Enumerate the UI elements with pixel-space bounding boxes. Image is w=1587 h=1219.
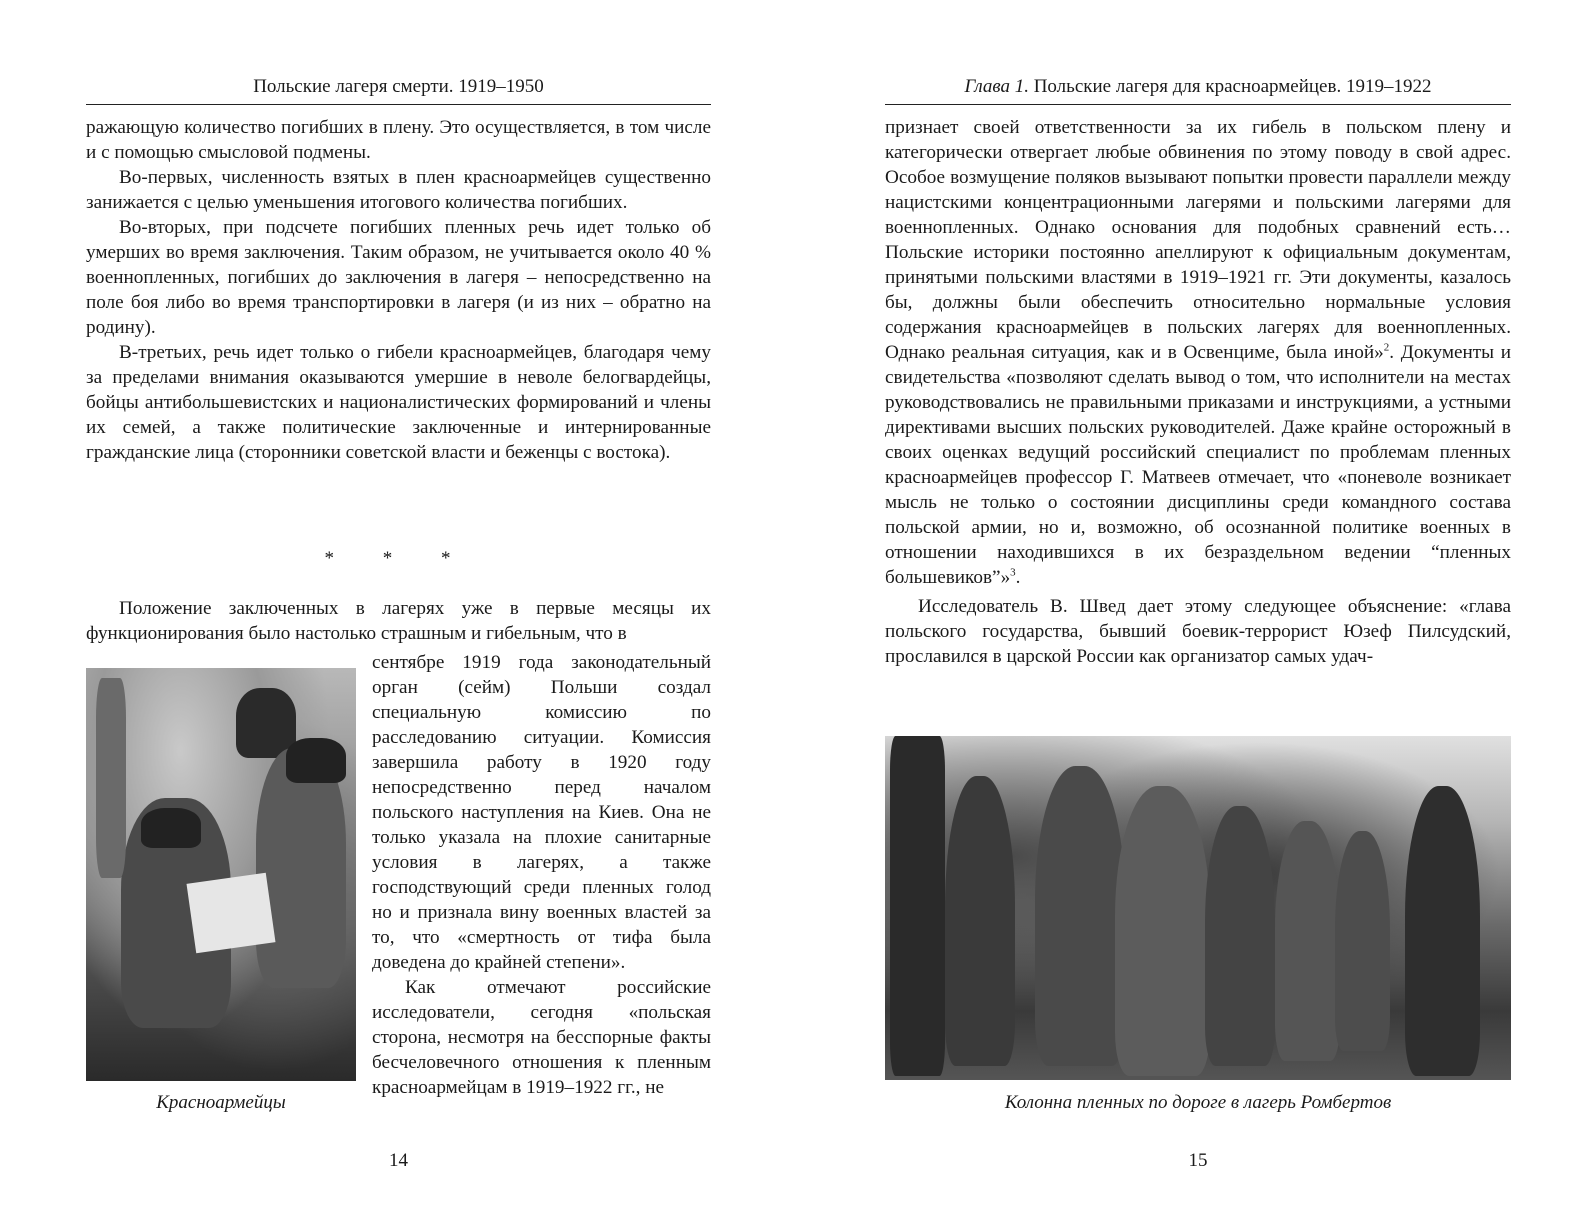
paragraph: ражающую количество погибших в плену. Это осуществляется, в том числе и с помощью смысловой подмены. (86, 117, 711, 163)
paragraph: В-третьих, речь идет только о гибели красноармейцев, благодаря чему за пределами внимания оказываются умершие в неволе белогвардейцы, бойцы антибольшевистских и националистических формирований и члены их семей, а также политические заключенные и интернированные гражданские лица (сторонники советской власти и беженцы с востока). (86, 342, 711, 463)
photo-caption-left: Красноармейцы (156, 1092, 286, 1113)
left-body-mid (86, 596, 711, 646)
paragraph: признает своей ответственности за их гибель в польском плену и категорически отвергает любые обвинения по этому поводу в свой адрес. Особое возмущение поляков вызывают попытки провести параллели между нацистскими концентрационными лагерями и польскими лагерями для военнопленных. Однако основания для подобных сравнений есть… Польские историки постоянно апеллируют к официальным документам, принятыми польскими властями в 1919–1921 гг. Эти документы, казалось бы, должны были обеспечить относительно нормальные условия содержания красноармейцев в польских лагерях для военнопленных. Однако реальная ситуация, как и в Освенциме, была иной»$^2$. Документы и свидетельства «позволяют сделать вывод о том, что исполнители на местах руководствовались не правильными приказами и инструкциями, а устными директивами высших польских руководителей. Даже крайне осторожный в своих оценках ведущий российский специалист по проблемам пленных красноармейцев профессор Г. Матвеев отмечает, что «поневоле возникает мысль не только о состоянии дисциплины среди командного состава польской армии, но и, возможно, об осознанной политике военных в отношении находившихся в их безраздельном ведении “пленных большевиков”»$^3$. (885, 117, 1512, 588)
left-running-head: Польские лагеря смерти. 1919–1950 (86, 74, 711, 105)
photo-red-army-soldiers (86, 668, 356, 1081)
page-number-right: 15 (1188, 1150, 1208, 1171)
paragraph: Как отмечают российские исследователи, сегодня «польская сторона, несмотря на бесспорные факты бесчеловечного отношения к пленным красноармейцам в 1919–1922 гг., не (372, 977, 711, 1098)
paragraph: Во-вторых, при подсчете погибших пленных речь идет только об умерших во время заключения. Таким образом, не учитывается около 40 % военнопленных, погибших до заключения в лагеря – непосредственно на поле боя либо во время транспортировки в лагеря (и из них – обратно на родину). (86, 217, 711, 338)
section-break: * * * (324, 548, 473, 569)
chapter-label: Глава 1. (964, 76, 1029, 97)
left-page (86, 0, 711, 1219)
right-body-top (885, 115, 1511, 669)
right-running-head (885, 74, 1511, 105)
left-body-top (86, 115, 711, 465)
footnote-ref: 2 (1383, 341, 1390, 354)
photo-column-of-prisoners (885, 736, 1511, 1080)
paragraph: сентябре 1919 года законодательный орган (сейм) Польши создал специальную комиссию по расследованию ситуации. Комиссия завершила работу в 1920 году непосредственно перед началом польского наступления на Киев. Она не только указала на плохие санитарные условия в лагерях, а также господствующий среди пленных голод но и признала вину военных властей за то, что «смертность от тифа была доведена до крайней степени». (372, 652, 711, 973)
left-side-text (372, 650, 711, 1100)
paragraph: Положение заключенных в лагерях уже в первые месяцы их функционирования было настолько страшным и гибельным, что в (86, 598, 711, 644)
footnote-ref: 3 (1010, 566, 1016, 579)
paragraph: Исследователь В. Швед дает этому следующее объяснение: «глава польского государства, бывший боевик-террорист Юзеф Пилсудский, прославился в царской России как организатор самых удач- (885, 596, 1511, 667)
page-number-left: 14 (389, 1150, 408, 1171)
right-page (885, 0, 1511, 1219)
paragraph: Во-первых, численность взятых в плен красноармейцев существенно занижается с целью уменьшения итогового количества погибших. (86, 167, 711, 213)
chapter-title: Польские лагеря для красноармейцев. 1919–1922 (1028, 76, 1432, 97)
photo-caption-right: Колонна пленных по дороге в лагерь Ромбертов (1004, 1092, 1392, 1113)
